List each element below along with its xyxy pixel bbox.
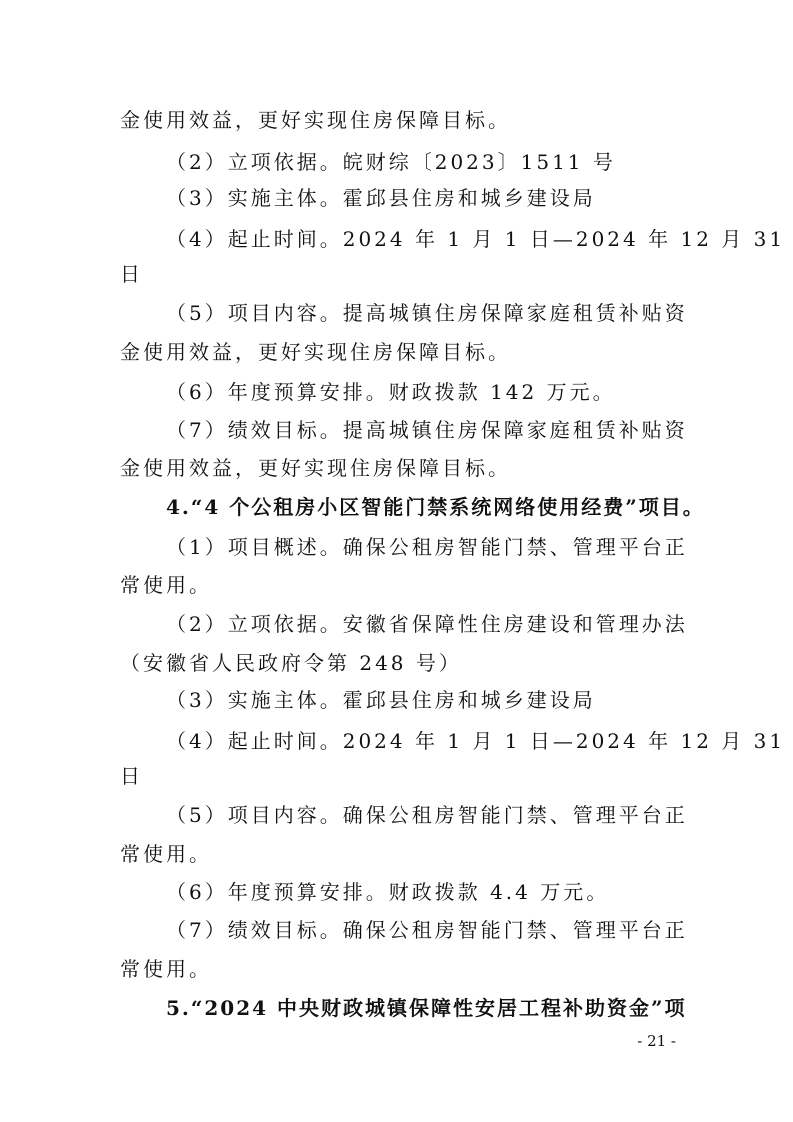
page-number: - 21 -	[637, 1032, 676, 1050]
paragraph-line: （3）实施主体。霍邱县住房和城乡建设局	[166, 688, 596, 712]
section-heading: 5.“2024 中央财政城镇保障性安居工程补助资金”项	[166, 996, 687, 1020]
paragraph-line: （安徽省人民政府令第 248 号）	[120, 651, 462, 675]
paragraph-line: （2）立项依据。安徽省保障性住房建设和管理办法	[166, 612, 688, 636]
paragraph-line: 金使用效益，更好实现住房保障目标。	[120, 456, 511, 480]
paragraph-line: （6）年度预算安排。财政拨款 4.4 万元。	[166, 880, 610, 904]
paragraph-line: 金使用效益，更好实现住房保障目标。	[120, 108, 511, 132]
paragraph-line: （6）年度预算安排。财政拨款 142 万元。	[166, 380, 616, 404]
paragraph-line: （1）项目概述。确保公租房智能门禁、管理平台正	[166, 535, 688, 559]
paragraph-line: （5）项目内容。提高城镇住房保障家庭租赁补贴资	[166, 301, 688, 325]
paragraph-line: 常使用。	[120, 842, 212, 866]
paragraph-line: 金使用效益，更好实现住房保障目标。	[120, 340, 511, 364]
paragraph-line: （7）绩效目标。提高城镇住房保障家庭租赁补贴资	[166, 418, 688, 442]
paragraph-line: 日	[120, 262, 143, 286]
paragraph-line: 日	[120, 764, 143, 788]
paragraph-line: （7）绩效目标。确保公租房智能门禁、管理平台正	[166, 918, 688, 942]
paragraph-line: （4）起止时间。2024 年 1 月 1 日—2024 年 12 月 31	[166, 227, 786, 251]
paragraph-line: （4）起止时间。2024 年 1 月 1 日—2024 年 12 月 31	[166, 729, 786, 753]
paragraph-line: 常使用。	[120, 573, 212, 597]
paragraph-line: （5）项目内容。确保公租房智能门禁、管理平台正	[166, 803, 688, 827]
paragraph-line: 常使用。	[120, 957, 212, 981]
section-heading: 4.“4 个公租房小区智能门禁系统网络使用经费”项目。	[166, 495, 705, 519]
paragraph-line: （3）实施主体。霍邱县住房和城乡建设局	[166, 186, 596, 210]
paragraph-line: （2）立项依据。皖财综〔2023〕1511 号	[166, 150, 616, 174]
